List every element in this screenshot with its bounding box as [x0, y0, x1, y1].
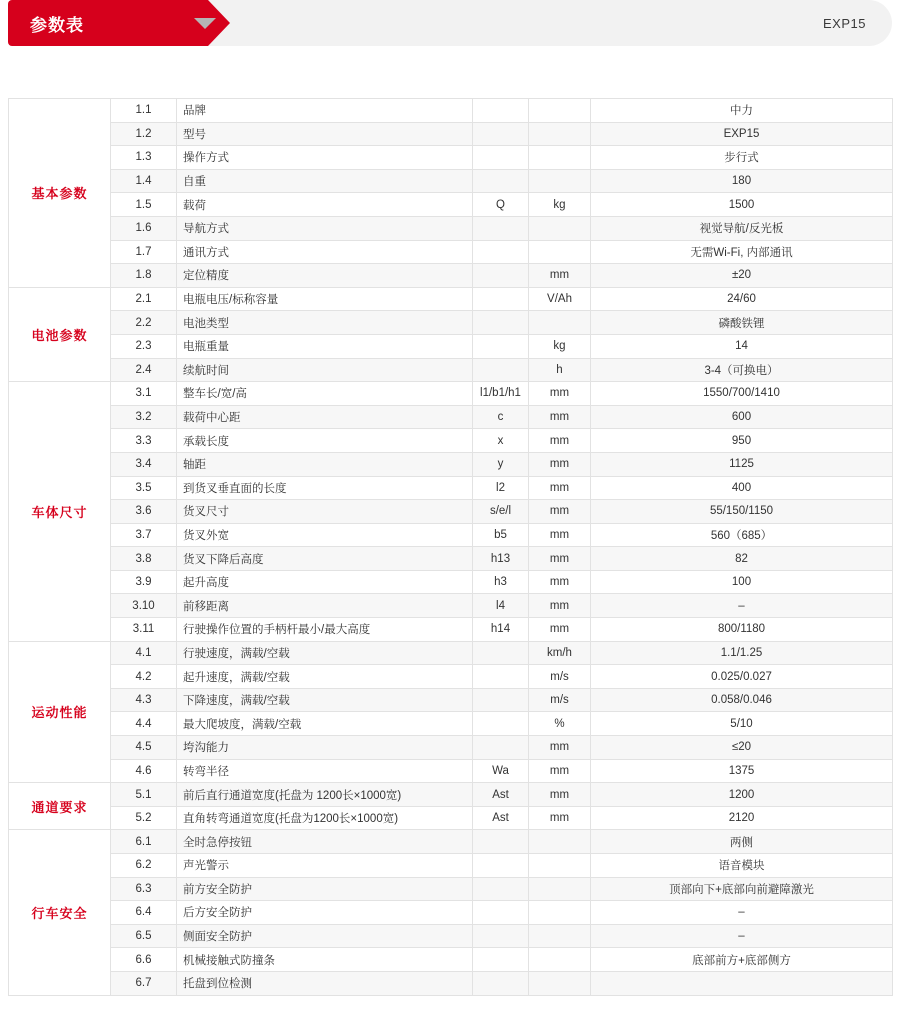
row-item: 整车长/宽/高: [177, 382, 473, 406]
row-number: 2.3: [111, 334, 177, 358]
table-row: [9, 146, 893, 170]
row-symbol: [473, 334, 529, 358]
row-value: 24/60: [591, 287, 893, 311]
table-row: [9, 358, 893, 382]
row-value: –: [591, 594, 893, 618]
table-row: [9, 806, 893, 830]
table-row: [9, 169, 893, 193]
row-number: 6.3: [111, 877, 177, 901]
row-value: 步行式: [591, 146, 893, 170]
row-symbol: [473, 688, 529, 712]
row-symbol: Ast: [473, 783, 529, 807]
row-value: 1500: [591, 193, 893, 217]
row-number: 3.6: [111, 500, 177, 524]
row-symbol: [473, 358, 529, 382]
row-value: 底部前方+底部侧方: [591, 948, 893, 972]
row-unit: %: [529, 712, 591, 736]
row-symbol: [473, 99, 529, 123]
row-unit: mm: [529, 405, 591, 429]
row-unit: [529, 830, 591, 854]
row-number: 1.7: [111, 240, 177, 264]
row-unit: mm: [529, 523, 591, 547]
row-item: 续航时间: [177, 358, 473, 382]
row-number: 4.6: [111, 759, 177, 783]
row-value: 0.025/0.027: [591, 665, 893, 689]
row-symbol: [473, 216, 529, 240]
row-number: 3.5: [111, 476, 177, 500]
row-item: 载荷中心距: [177, 405, 473, 429]
row-item: 托盘到位检测: [177, 971, 473, 995]
row-value: 1550/700/1410: [591, 382, 893, 406]
row-number: 4.2: [111, 665, 177, 689]
row-item: 侧面安全防护: [177, 924, 473, 948]
row-symbol: [473, 971, 529, 995]
row-unit: [529, 99, 591, 123]
row-value: 顶部向下+底部向前避障激光: [591, 877, 893, 901]
row-item: 前方安全防护: [177, 877, 473, 901]
row-value: –: [591, 924, 893, 948]
table-row: [9, 311, 893, 335]
table-row: [9, 216, 893, 240]
table-row: [9, 877, 893, 901]
row-item: 全时急停按钮: [177, 830, 473, 854]
row-number: 3.7: [111, 523, 177, 547]
row-unit: m/s: [529, 688, 591, 712]
row-symbol: [473, 924, 529, 948]
table-row: [9, 99, 893, 123]
row-item: 货叉尺寸: [177, 500, 473, 524]
row-item: 到货叉垂直面的长度: [177, 476, 473, 500]
row-item: 最大爬坡度，满载/空载: [177, 712, 473, 736]
table-row: [9, 523, 893, 547]
row-symbol: h13: [473, 547, 529, 571]
row-symbol: [473, 665, 529, 689]
table-row: [9, 759, 893, 783]
row-unit: [529, 971, 591, 995]
row-unit: mm: [529, 736, 591, 760]
group-label: 运动性能: [9, 641, 111, 783]
row-unit: mm: [529, 264, 591, 288]
row-symbol: l1/b1/h1: [473, 382, 529, 406]
row-number: 1.1: [111, 99, 177, 123]
table-row: [9, 641, 893, 665]
row-value: ±20: [591, 264, 893, 288]
row-value: 0.058/0.046: [591, 688, 893, 712]
row-symbol: c: [473, 405, 529, 429]
row-number: 4.4: [111, 712, 177, 736]
row-unit: mm: [529, 476, 591, 500]
row-unit: kg: [529, 193, 591, 217]
row-symbol: [473, 712, 529, 736]
row-unit: mm: [529, 783, 591, 807]
row-unit: mm: [529, 618, 591, 642]
group-label: 车体尺寸: [9, 382, 111, 642]
table-row: [9, 405, 893, 429]
row-unit: [529, 311, 591, 335]
row-value: 磷酸铁锂: [591, 311, 893, 335]
row-unit: mm: [529, 382, 591, 406]
table-row: [9, 452, 893, 476]
row-number: 6.2: [111, 854, 177, 878]
row-number: 3.4: [111, 452, 177, 476]
row-item: 起升高度: [177, 570, 473, 594]
table-row: [9, 924, 893, 948]
row-unit: [529, 146, 591, 170]
row-item: 机械接触式防撞条: [177, 948, 473, 972]
row-symbol: Q: [473, 193, 529, 217]
row-item: 定位精度: [177, 264, 473, 288]
row-value: 180: [591, 169, 893, 193]
row-unit: [529, 924, 591, 948]
row-symbol: [473, 901, 529, 925]
row-number: 3.3: [111, 429, 177, 453]
row-value: ≤20: [591, 736, 893, 760]
table-row: [9, 712, 893, 736]
table-row: [9, 570, 893, 594]
row-number: 2.1: [111, 287, 177, 311]
table-row: [9, 948, 893, 972]
row-item: 前移距离: [177, 594, 473, 618]
row-number: 2.2: [111, 311, 177, 335]
table-row: [9, 547, 893, 571]
row-symbol: y: [473, 452, 529, 476]
row-symbol: Wa: [473, 759, 529, 783]
row-number: 6.7: [111, 971, 177, 995]
row-value: 1125: [591, 452, 893, 476]
row-symbol: [473, 146, 529, 170]
model-label: EXP15: [823, 15, 866, 31]
spec-table: [8, 98, 893, 996]
table-row: [9, 665, 893, 689]
table-row: [9, 830, 893, 854]
row-symbol: b5: [473, 523, 529, 547]
row-number: 3.8: [111, 547, 177, 571]
page-header: [8, 0, 892, 46]
row-number: 1.4: [111, 169, 177, 193]
row-value: 2120: [591, 806, 893, 830]
row-item: 操作方式: [177, 146, 473, 170]
row-number: 1.3: [111, 146, 177, 170]
table-row: [9, 783, 893, 807]
table-row: [9, 429, 893, 453]
group-label: 行车安全: [9, 830, 111, 995]
row-number: 3.9: [111, 570, 177, 594]
table-row: [9, 688, 893, 712]
row-unit: mm: [529, 594, 591, 618]
page-title: 参数表: [30, 15, 84, 35]
row-number: 6.6: [111, 948, 177, 972]
table-row: [9, 901, 893, 925]
row-item: 承载长度: [177, 429, 473, 453]
row-symbol: l2: [473, 476, 529, 500]
row-unit: V/Ah: [529, 287, 591, 311]
row-number: 5.1: [111, 783, 177, 807]
row-symbol: [473, 736, 529, 760]
row-symbol: [473, 169, 529, 193]
row-item: 转弯半径: [177, 759, 473, 783]
row-unit: mm: [529, 429, 591, 453]
row-value: 100: [591, 570, 893, 594]
row-unit: [529, 948, 591, 972]
table-row: [9, 971, 893, 995]
row-value: 600: [591, 405, 893, 429]
row-number: 3.11: [111, 618, 177, 642]
row-symbol: h14: [473, 618, 529, 642]
header-tab[interactable]: [8, 0, 208, 46]
row-value: 560（685）: [591, 523, 893, 547]
row-symbol: [473, 948, 529, 972]
row-value: 400: [591, 476, 893, 500]
row-symbol: [473, 122, 529, 146]
table-row: [9, 854, 893, 878]
row-number: 6.4: [111, 901, 177, 925]
row-item: 货叉下降后高度: [177, 547, 473, 571]
table-row: [9, 122, 893, 146]
row-unit: m/s: [529, 665, 591, 689]
row-number: 6.5: [111, 924, 177, 948]
row-item: 自重: [177, 169, 473, 193]
row-unit: [529, 122, 591, 146]
row-item: 载荷: [177, 193, 473, 217]
table-row: [9, 240, 893, 264]
row-unit: [529, 877, 591, 901]
row-number: 2.4: [111, 358, 177, 382]
row-value: 语音模块: [591, 854, 893, 878]
row-value: 14: [591, 334, 893, 358]
row-number: 1.5: [111, 193, 177, 217]
row-value: –: [591, 901, 893, 925]
row-value: 两侧: [591, 830, 893, 854]
row-item: 行驶速度，满载/空载: [177, 641, 473, 665]
row-unit: kg: [529, 334, 591, 358]
table-row: [9, 594, 893, 618]
row-value: 1.1/1.25: [591, 641, 893, 665]
row-symbol: h3: [473, 570, 529, 594]
row-value: EXP15: [591, 122, 893, 146]
row-unit: mm: [529, 806, 591, 830]
row-value: 1200: [591, 783, 893, 807]
row-value: [591, 971, 893, 995]
row-item: 声光警示: [177, 854, 473, 878]
row-number: 3.2: [111, 405, 177, 429]
row-item: 电瓶电压/标称容量: [177, 287, 473, 311]
row-number: 3.1: [111, 382, 177, 406]
row-number: 4.3: [111, 688, 177, 712]
row-unit: mm: [529, 570, 591, 594]
row-unit: h: [529, 358, 591, 382]
row-item: 前后直行通道宽度(托盘为 1200长×1000宽): [177, 783, 473, 807]
row-item: 轴距: [177, 452, 473, 476]
row-item: 通讯方式: [177, 240, 473, 264]
row-number: 4.1: [111, 641, 177, 665]
row-number: 5.2: [111, 806, 177, 830]
row-value: 55/150/1150: [591, 500, 893, 524]
table-row: [9, 618, 893, 642]
row-item: 型号: [177, 122, 473, 146]
row-value: 5/10: [591, 712, 893, 736]
row-item: 电瓶重量: [177, 334, 473, 358]
row-unit: mm: [529, 759, 591, 783]
row-number: 3.10: [111, 594, 177, 618]
row-item: 起升速度，满载/空载: [177, 665, 473, 689]
row-item: 导航方式: [177, 216, 473, 240]
row-item: 直角转弯通道宽度(托盘为1200长×1000宽): [177, 806, 473, 830]
row-value: 800/1180: [591, 618, 893, 642]
row-unit: [529, 169, 591, 193]
row-value: 3-4（可换电）: [591, 358, 893, 382]
row-unit: mm: [529, 452, 591, 476]
row-symbol: [473, 854, 529, 878]
row-unit: [529, 901, 591, 925]
row-symbol: [473, 240, 529, 264]
row-symbol: x: [473, 429, 529, 453]
table-row: [9, 193, 893, 217]
row-number: 6.1: [111, 830, 177, 854]
row-value: 950: [591, 429, 893, 453]
row-item: 行驶操作位置的手柄杆最小/最大高度: [177, 618, 473, 642]
table-row: [9, 334, 893, 358]
row-item: 下降速度，满载/空载: [177, 688, 473, 712]
row-symbol: [473, 641, 529, 665]
row-unit: [529, 216, 591, 240]
row-item: 电池类型: [177, 311, 473, 335]
group-label: 电池参数: [9, 287, 111, 381]
row-item: 品牌: [177, 99, 473, 123]
table-row: [9, 382, 893, 406]
group-label: 基本参数: [9, 99, 111, 288]
row-unit: [529, 854, 591, 878]
row-symbol: [473, 877, 529, 901]
row-number: 1.2: [111, 122, 177, 146]
row-unit: [529, 240, 591, 264]
row-symbol: [473, 264, 529, 288]
row-value: 视觉导航/反光板: [591, 216, 893, 240]
chevron-down-icon: [194, 18, 216, 29]
row-value: 82: [591, 547, 893, 571]
row-symbol: l4: [473, 594, 529, 618]
row-number: 1.6: [111, 216, 177, 240]
row-unit: mm: [529, 500, 591, 524]
row-symbol: [473, 311, 529, 335]
row-number: 1.8: [111, 264, 177, 288]
row-unit: km/h: [529, 641, 591, 665]
row-symbol: Ast: [473, 806, 529, 830]
row-item: 后方安全防护: [177, 901, 473, 925]
table-row: [9, 287, 893, 311]
row-symbol: s/e/l: [473, 500, 529, 524]
group-label: 通道要求: [9, 783, 111, 830]
table-row: [9, 264, 893, 288]
table-row: [9, 476, 893, 500]
table-row: [9, 500, 893, 524]
row-value: 中力: [591, 99, 893, 123]
spec-table-wrap: [8, 98, 892, 996]
row-symbol: [473, 287, 529, 311]
row-value: 无需Wi-Fi, 内部通讯: [591, 240, 893, 264]
row-symbol: [473, 830, 529, 854]
row-item: 垮沟能力: [177, 736, 473, 760]
row-value: 1375: [591, 759, 893, 783]
row-unit: mm: [529, 547, 591, 571]
row-item: 货叉外宽: [177, 523, 473, 547]
table-row: [9, 736, 893, 760]
row-number: 4.5: [111, 736, 177, 760]
